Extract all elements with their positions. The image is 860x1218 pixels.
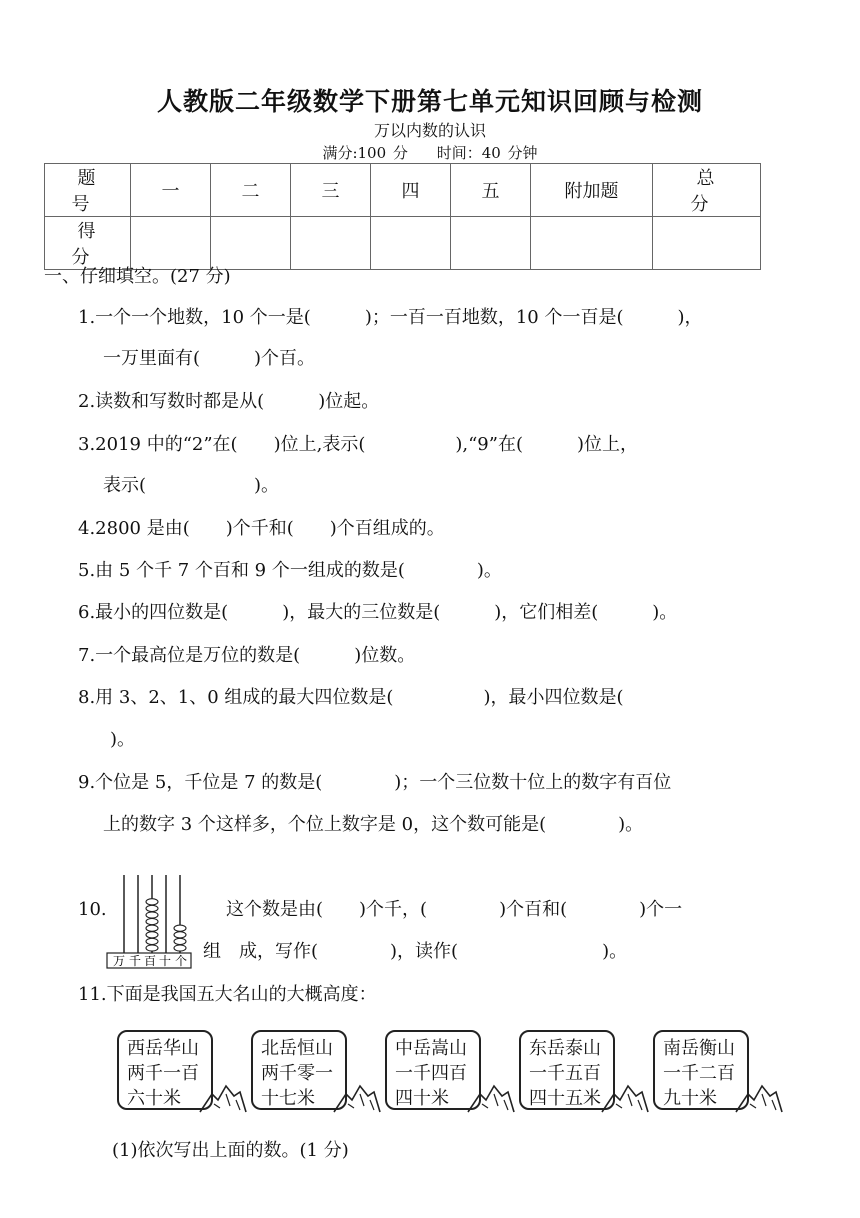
mountain-name: 东岳泰山 [529,1038,601,1059]
abacus-bead [174,938,186,944]
abacus-label-qian: 千 [128,954,142,968]
question-2: 2.读数和写数时都是从( )位起。 [78,391,380,412]
header-cell-1: 一 [131,164,211,217]
question-10-line-1: 这个数是由( )个千，( )个百和( )个一 [226,899,683,920]
question-3-line-2: 表示( )。 [103,475,280,496]
score-row-label: 得 分 [45,217,131,270]
mountain-height-line: 六十米 [127,1088,181,1109]
header-cell-3: 三 [291,164,371,217]
exam-time: 时间：40 分钟 [436,144,538,162]
mountain-height-line: 两千零一 [261,1063,333,1084]
question-9-line-2: 上的数字 3 个这样多，个位上数字是 0，这个数可能是( )。 [103,814,644,835]
abacus-label-ge: 个 [174,954,188,968]
abacus-bead [174,945,186,951]
mountain-height-line: 一千四百 [395,1063,467,1084]
question-7: 7.一个最高位是万位的数是( )位数。 [78,645,416,666]
score-table-header-row [45,164,761,217]
abacus-label-bai: 百 [143,954,157,968]
abacus-bead [146,912,158,918]
mountain-height-line: 四十五米 [529,1088,601,1109]
mountain-peak-icon [734,1080,784,1114]
mountain-height-line: 九十米 [663,1088,717,1109]
mountain-peak-icon [198,1080,248,1114]
mountain-name: 北岳恒山 [261,1038,333,1059]
question-1-line-1: 1.一个一个地数，10 个一是( )；一百一百地数，10 个一百是( )， [78,307,703,328]
score-cell[interactable] [451,217,531,270]
score-cell[interactable] [653,217,761,270]
question-11: 11.下面是我国五大名山的大概高度： [78,984,377,1005]
abacus-label-shi: 十 [158,954,172,968]
abacus-bead [174,932,186,938]
mountain-height-line: 两千一百 [127,1063,199,1084]
question-5: 5.由 5 个千 7 个百和 9 个一组成的数是( )。 [78,560,502,581]
question-8-line-1: 8.用 3、2、1、0 组成的最大四位数是( )，最小四位数是( [78,687,624,708]
question-1-line-2: 一万里面有( )个百。 [103,348,316,369]
section-1-heading: 一、仔细填空。(27 分) [44,266,231,287]
question-6: 6.最小的四位数是( )，最大的三位数是( )，它们相差( )。 [78,602,678,623]
question-4: 4.2800 是由( )个千和( )个百组成的。 [78,518,445,539]
abacus-label-wan: 万 [112,954,126,968]
mountain-name: 南岳衡山 [663,1038,735,1059]
mountain-height-line: 十七米 [261,1088,315,1109]
abacus-bead [146,899,158,905]
question-10-number: 10. [78,899,107,920]
question-9-line-1: 9.个位是 5，千位是 7 的数是( )；一个三位数十位上的数字有百位 [78,772,672,793]
mountain-height-line: 一千五百 [529,1063,601,1084]
abacus-bead [146,925,158,931]
header-cell-4: 四 [371,164,451,217]
mountain-height-line: 一千二百 [663,1063,735,1084]
mountain-cards [112,1030,792,1120]
exam-meta [0,142,860,163]
abacus-bead [174,925,186,931]
mountain-peak-icon [466,1080,516,1114]
score-cell[interactable] [291,217,371,270]
score-cell[interactable] [531,217,653,270]
mountain-peak-icon [332,1080,382,1114]
question-8-line-2: )。 [110,729,136,750]
header-cell-2: 二 [211,164,291,217]
abacus-bead [146,938,158,944]
question-11-sub-1: (1)依次写出上面的数。(1 分) [112,1140,349,1161]
question-10-line-2: 组 成，写作( )，读作( )。 [203,941,628,962]
abacus-illustration [105,873,195,969]
score-cell[interactable] [371,217,451,270]
abacus-bead [146,932,158,938]
header-cell-5: 五 [451,164,531,217]
abacus-bead [146,919,158,925]
mountain-height-line: 四十米 [395,1088,449,1109]
score-table [44,163,761,270]
mountain-peak-icon [600,1080,650,1114]
page-title: 人教版二年级数学下册第七单元知识回顾与检测 [156,87,703,116]
header-cell-label: 题 号 [45,164,131,217]
full-score: 满分:100 分 [322,144,408,162]
header-cell-bonus: 附加题 [531,164,653,217]
mountain-name: 西岳华山 [127,1038,199,1059]
page-subtitle: 万以内数的认识 [373,121,486,140]
header-cell-total: 总 分 [653,164,761,217]
abacus-bead [146,945,158,951]
question-3-line-1: 3.2019 中的“2”在( )位上,表示( ),“9”在( )位上， [78,434,638,455]
mountain-name: 中岳嵩山 [395,1038,467,1059]
abacus-bead [146,905,158,911]
